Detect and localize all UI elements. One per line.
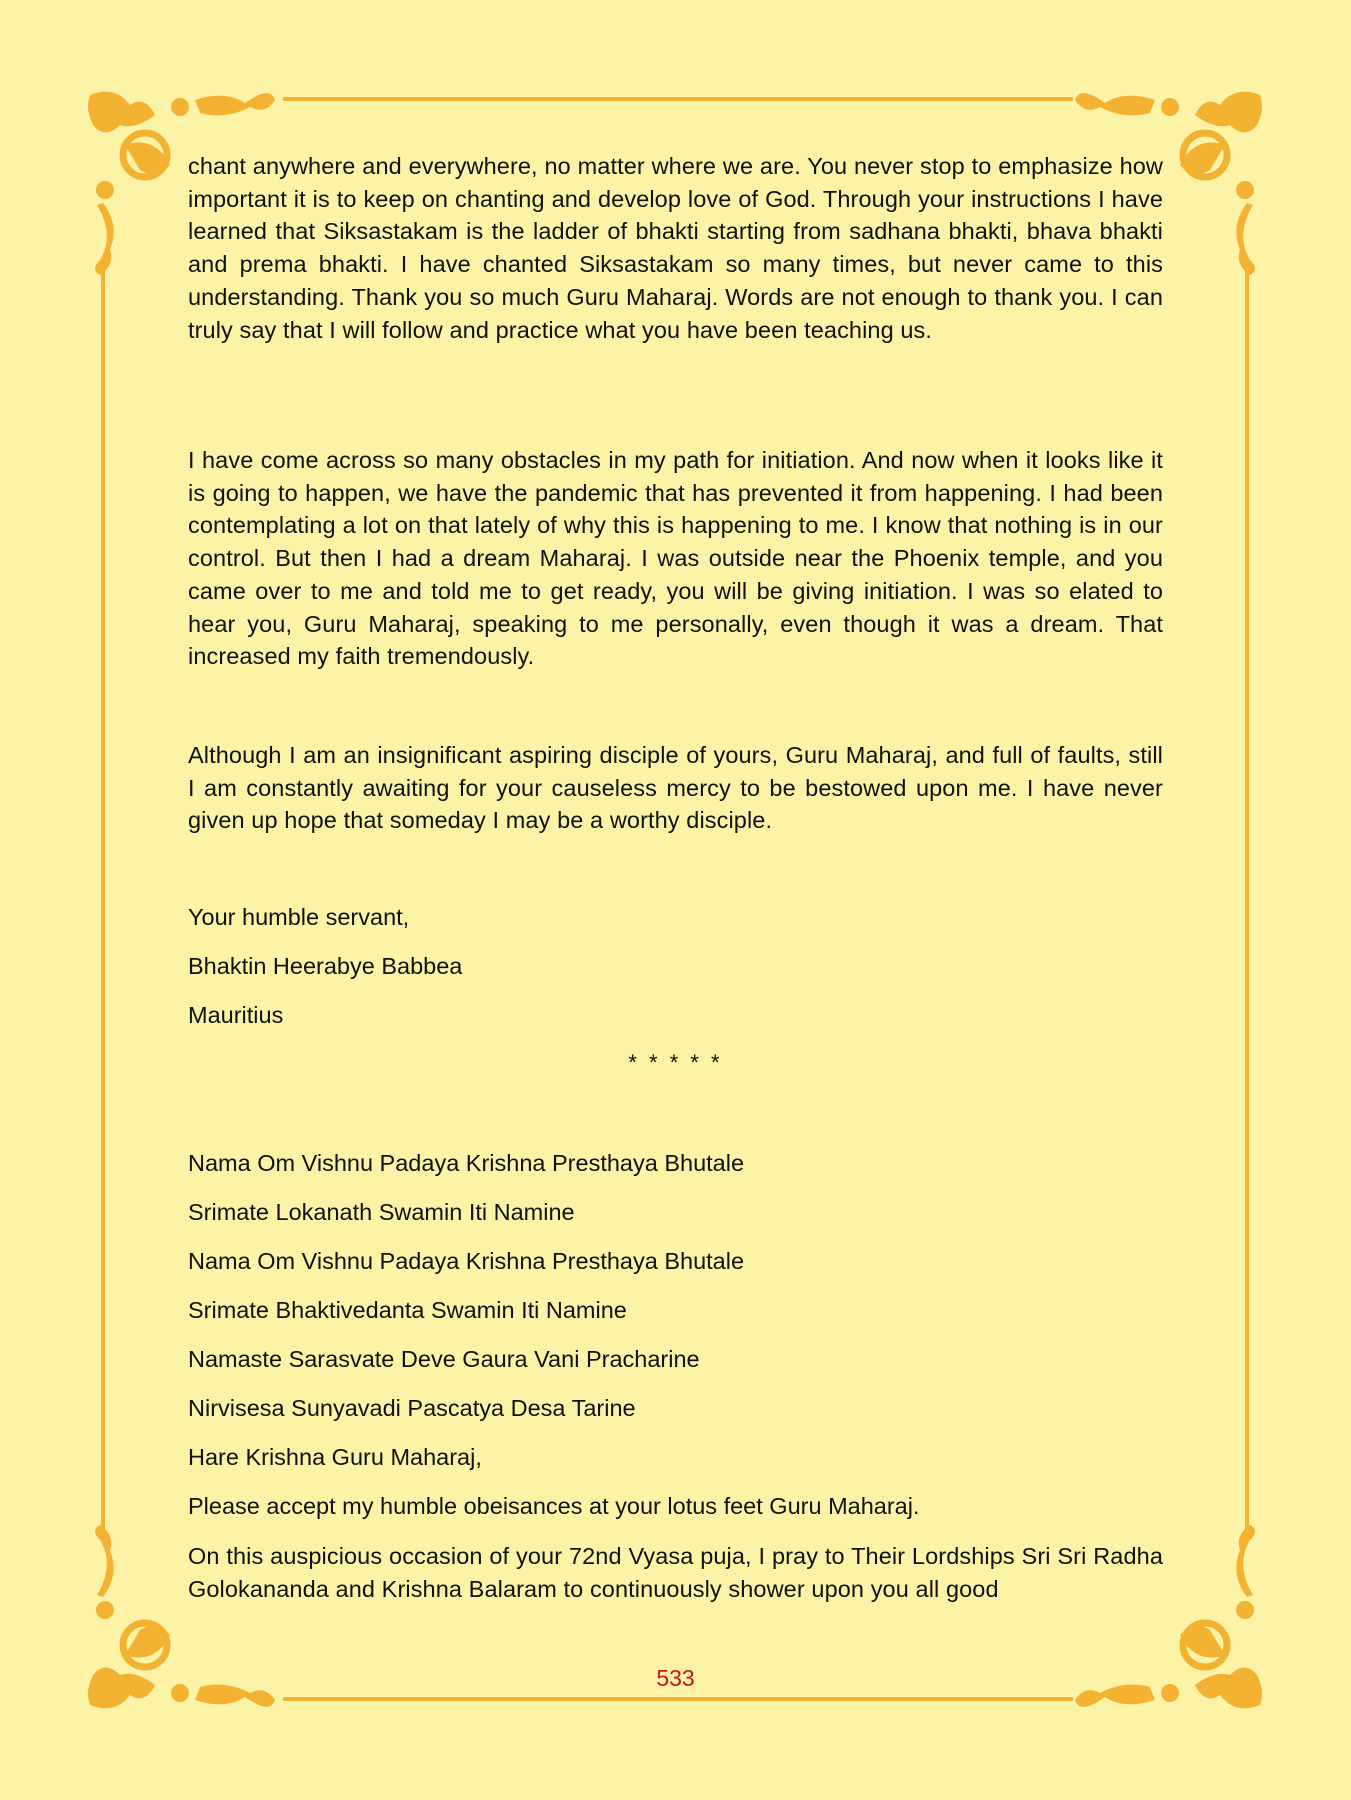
prayer-line: Nama Om Vishnu Padaya Krishna Presthaya Bhutale [188,1150,745,1176]
final-paragraph: On this auspicious occasion of your 72nd Vyasa puja, I pray to Their Lordships Sri Sri Radha Golokananda and Krishna Balaram to continuously shower upon you all good [188,1543,1163,1602]
prayer-line: Namaste Sarasvate Deve Gaura Vani Pracharine [188,1346,700,1372]
prayer-line: Srimate Lokanath Swamin Iti Namine [188,1199,575,1225]
closing-text: Your humble servant, [188,904,410,930]
paragraph-2: I have come across so many obstacles in my path for initiation. And now when it looks like it is going to happen, we have the pandemic that has prevented it from happening. I had been contemplating a lot on that lately of why this is happening to me. I know that nothing is in our control. But then I had a dream Maharaj. I was outside near the Phoenix temple, and you came over to me and told me to get ready, you will be giving initiation. I was so elated to hear you, Guru Maharaj, speaking to me personally, even though it was a dream. That increased my faith tremendously. [188,447,1163,670]
paragraph-1: chant anywhere and everywhere, no matter where we are. You never stop to emphasize how important it is to keep on chanting and develop love of God. Through your instructions I have learned that Siksastakam is the ladder of bhakti starting from sadhana bhakti, bhava bhakti and prema bhakti. I have chanted Siksastakam so many times, but never came to this understanding. Thank you so much Guru Maharaj. Words are not enough to thank you. I can truly say that I will follow and practice what you have been teaching us. [188,153,1163,343]
greeting-line: Hare Krishna Guru Maharaj, [188,1444,482,1470]
section-separator: * * * * * [628,1050,723,1075]
page-number: 533 [656,1665,695,1691]
prayer-line: Srimate Bhaktivedanta Swamin Iti Namine [188,1297,627,1323]
paragraph-3: Although I am an insignificant aspiring disciple of yours, Guru Maharaj, and full of faults, still I am constantly awaiting for your causeless mercy to be bestowed upon me. I have never given up hope that someday I may be a worthy disciple. [188,742,1163,834]
obeisance-line: Please accept my humble obeisances at your lotus feet Guru Maharaj. [188,1493,920,1519]
border-right [1245,270,1249,1530]
prayer-line: Nama Om Vishnu Padaya Krishna Presthaya Bhutale [188,1248,745,1274]
border-bottom [283,1697,1073,1701]
border-left [101,270,105,1530]
border-top [283,97,1073,101]
prayer-line: Nirvisesa Sunyavadi Pascatya Desa Tarine [188,1395,636,1421]
author-name: Bhaktin Heerabye Babbea [188,953,463,979]
author-place: Mauritius [188,1002,284,1028]
